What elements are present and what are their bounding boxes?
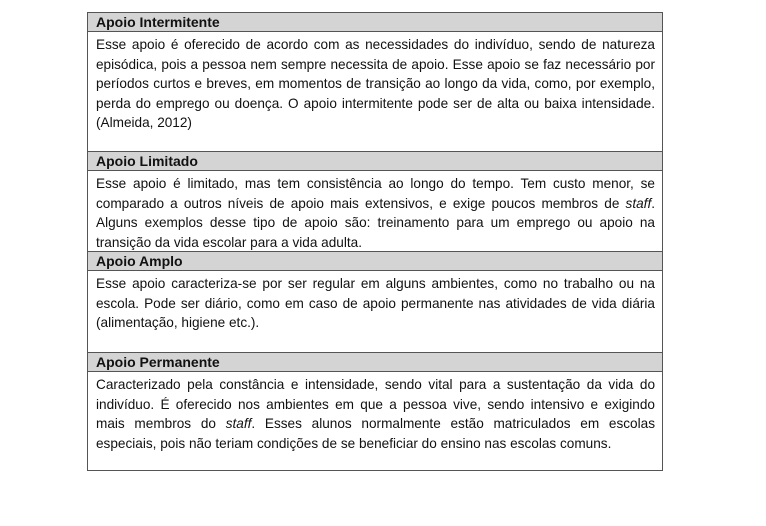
section-text-italic: staff: [625, 195, 652, 211]
section-text: [88, 372, 662, 470]
section-text: Esse apoio caracteriza-se por ser regular em alguns ambientes, como no trabalho ou na escola. Pode ser diário, como em caso de apoio permanente nas atividades de vida diária (alimentação, higiene etc.).: [96, 276, 655, 331]
section-text: Esse apoio é oferecido de acordo com as necessidades do indivíduo, sendo de natureza episódica, pois a pessoa nem sempre necessita de apoio. Esse apoio se faz necessário por períodos curtos e breves, em momentos de transição ao longo da vida, como, por exemplo, perda do emprego ou doença. O apoio intermitente pode ser de alta ou baixa intensidade. (Almeida, 2012): [96, 37, 655, 131]
section-apoio-permanente: [87, 353, 663, 471]
section-text-part: . Esses alunos normalmente estão matriculados em escolas especiais, pois não teriam condições de se beneficiar do ensino nas escolas comuns.: [96, 416, 655, 451]
section-text-italic: staff: [225, 416, 252, 432]
section-apoio-limitado: [87, 152, 663, 252]
section-title: Apoio Limitado: [88, 152, 662, 171]
section-text: [88, 171, 662, 251]
section-title: Apoio Intermitente: [88, 13, 662, 32]
section-text-part: . Alguns exemplos desse tipo de apoio são: treinamento para um emprego ou apoio na transição da vida escolar para a vida adulta.: [96, 195, 655, 250]
section-title: Apoio Amplo: [88, 252, 662, 271]
section-apoio-amplo: [87, 252, 663, 353]
section-title: Apoio Permanente: [88, 353, 662, 372]
support-levels-table: [87, 12, 663, 471]
section-apoio-intermitente: [87, 13, 663, 152]
section-text-part: Caracterizado pela constância e intensidade, sendo vital para a sustentação da vida do indivíduo. É oferecido nos ambientes em que a pessoa vive, sendo intensivo e exigindo mais membros do: [96, 377, 655, 432]
section-text-part: Esse apoio é limitado, mas tem consistência ao longo do tempo. Tem custo menor, se comparado a outros níveis de apoio mais extensivos, e exige poucos membros de: [96, 176, 655, 211]
